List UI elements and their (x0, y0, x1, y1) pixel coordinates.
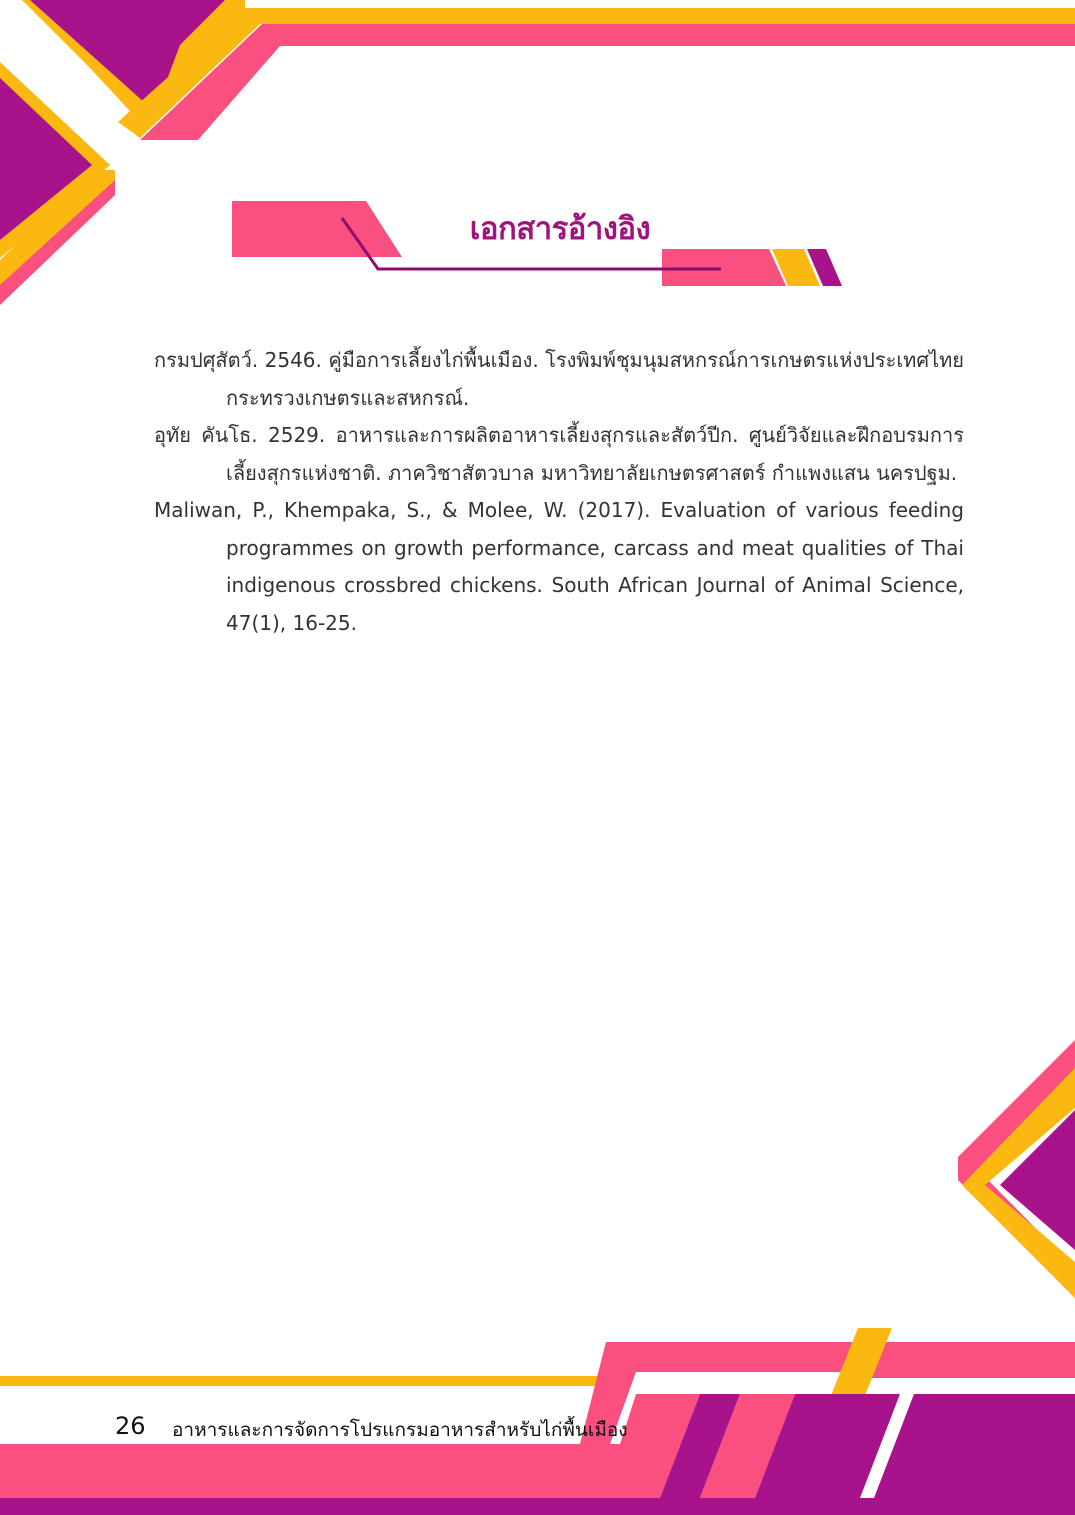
right-chevron-ornament (958, 1040, 1075, 1298)
top-left-corner-ornament (0, 0, 1075, 305)
footer-book-title: อาหารและการจัดการโปรแกรมอาหารสำหรับไก่พื้นเมือง (172, 1419, 628, 1441)
page-number: 26 (115, 1412, 146, 1440)
reference-item: อุทัย คันโธ. 2529. อาหารและการผลิตอาหารเลี้ยงสุกรและสัตว์ปีก. ศูนย์วิจัยและฝึกอบรมการเลี้ยงสุกรแห่งชาติ. ภาควิชาสัตวบาล มหาวิทยาลัยเกษตรศาสตร์ กำแพงแสน นครปฐม. (154, 423, 964, 485)
reference-item: Maliwan, P., Khempaka, S., & Molee, W. (2017). Evaluation of various feeding programmes on growth performance, carcass and meat qualities of Thai indigenous crossbred chickens. South African Journal of Animal Science, 47(1), 16-25. (154, 498, 964, 635)
page-title: เอกสารอ้างอิง (469, 211, 651, 247)
reference-list (154, 342, 964, 642)
reference-item: กรมปศุสัตว์. 2546. คู่มือการเลี้ยงไก่พื้นเมือง. โรงพิมพ์ชุมนุมสหกรณ์การเกษตรแห่งประเทศไทย กระทรวงเกษตรและสหกรณ์. (154, 348, 964, 410)
